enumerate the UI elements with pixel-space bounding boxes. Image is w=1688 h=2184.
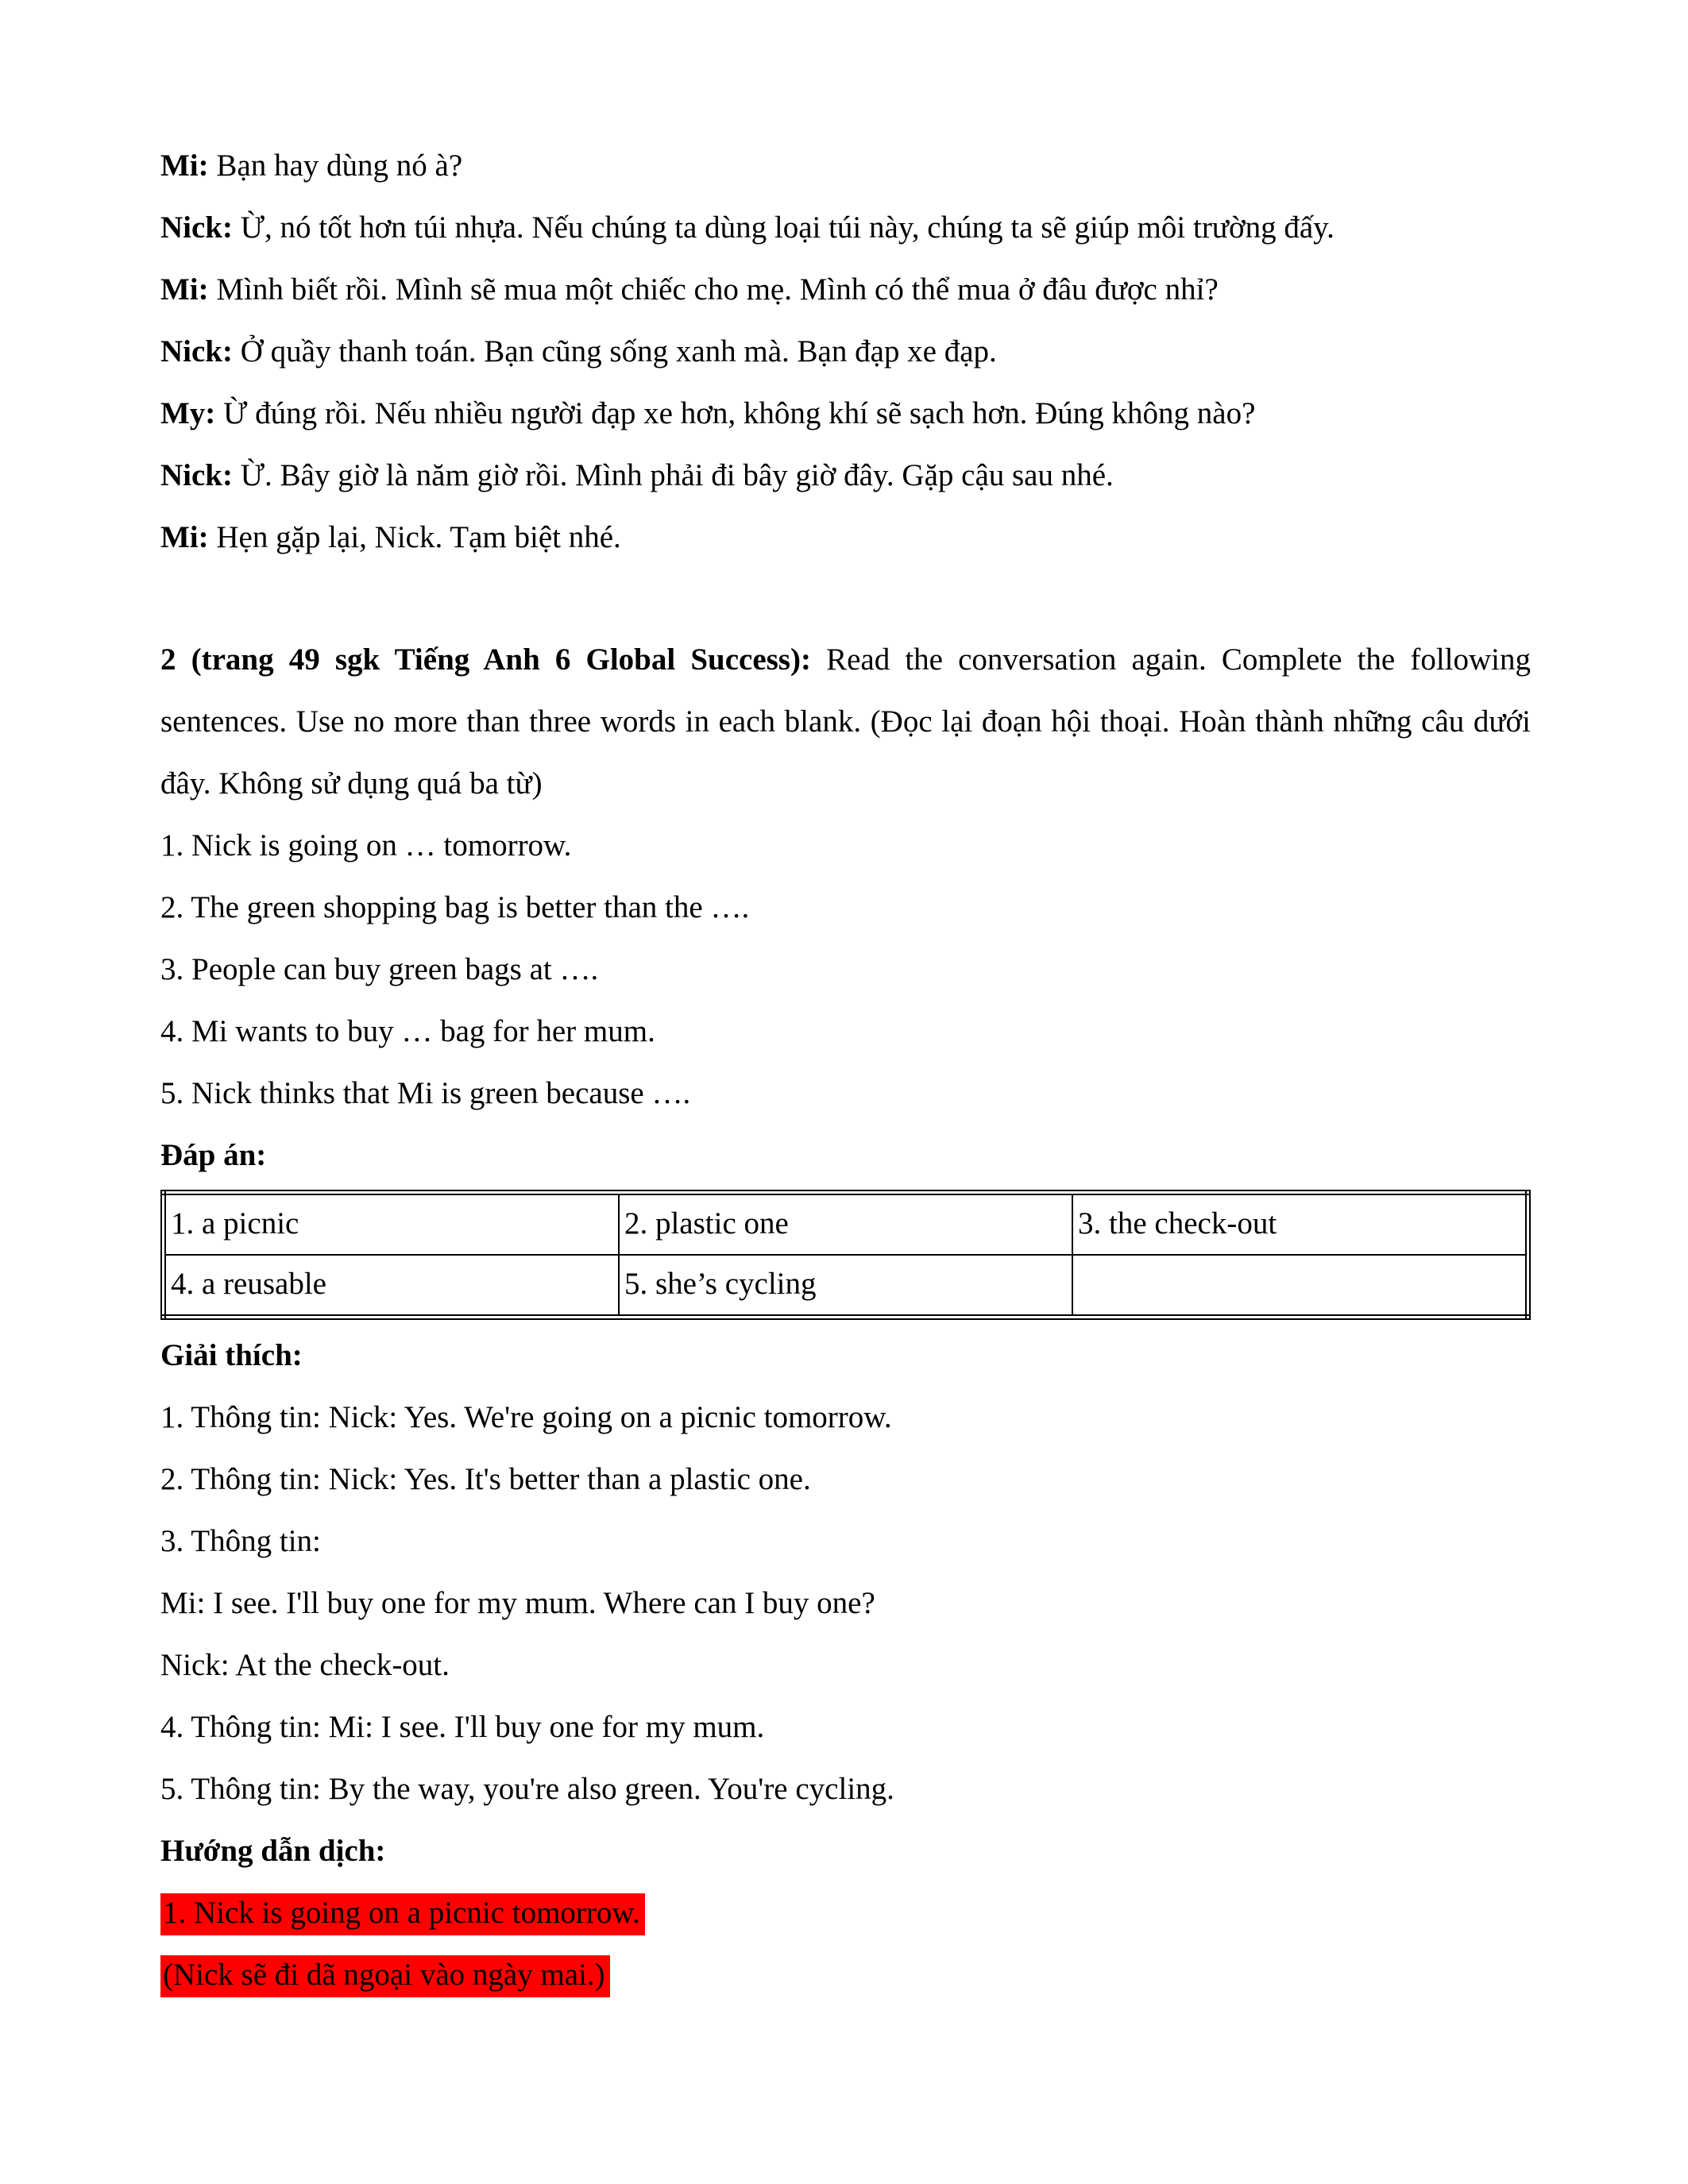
dialogue-section xyxy=(160,135,1531,569)
answers-section xyxy=(160,1125,1531,1320)
question-item: 3. People can buy green bags at …. xyxy=(160,952,599,986)
answer-cell: 3. the check-out xyxy=(1072,1193,1528,1256)
speaker-name: Nick: xyxy=(160,210,233,245)
question-item: 5. Nick thinks that Mi is green because …. xyxy=(160,1076,691,1110)
answer-cell xyxy=(1072,1255,1528,1318)
translation-section xyxy=(160,1820,1531,2006)
explanation-label: Giải thích: xyxy=(160,1338,303,1372)
table-row xyxy=(164,1255,1528,1318)
explanation-line: 2. Thông tin: Nick: Yes. It's better than a plastic one. xyxy=(160,1462,811,1496)
dialogue-text: Ừ đúng rồi. Nếu nhiều người đạp xe hơn, không khí sẽ sạch hơn. Đúng không nào? xyxy=(223,396,1256,430)
speaker-name: Mi: xyxy=(160,520,209,554)
dialogue-text: Bạn hay dùng nó à? xyxy=(216,149,463,183)
speaker-name: My: xyxy=(160,396,216,430)
question-item: 1. Nick is going on … tomorrow. xyxy=(160,828,572,862)
answer-cell: 1. a picnic xyxy=(164,1193,619,1256)
explanation-line: Mi: I see. I'll buy one for my mum. Where can I buy one? xyxy=(160,1586,875,1620)
dialogue-line xyxy=(160,197,1531,259)
dialogue-line xyxy=(160,135,1531,197)
explanation-line: Nick: At the check-out. xyxy=(160,1648,450,1682)
highlighted-translation-line xyxy=(160,1944,1531,2006)
dialogue-line xyxy=(160,259,1531,321)
highlight-mark: (Nick sẽ đi dã ngoại vào ngày mai.) xyxy=(160,1955,610,1997)
speaker-name: Nick: xyxy=(160,334,233,369)
exercise-heading-text: Read the conversation again. Complete the following sentences. Use no more than three words in each blank. (Đọc lại đoạn hội thoại. Hoàn thành những câu dưới đây. Không sử dụng quá ba từ) xyxy=(160,642,1531,801)
dialogue-line xyxy=(160,445,1531,507)
highlighted-translation-line xyxy=(160,1882,1531,1944)
explanation-line: 5. Thông tin: By the way, you're also green. You're cycling. xyxy=(160,1772,894,1806)
table-row xyxy=(164,1193,1528,1256)
explanation-line: 4. Thông tin: Mi: I see. I'll buy one for my mum. xyxy=(160,1710,765,1744)
answer-cell: 2. plastic one xyxy=(619,1193,1072,1256)
dialogue-text: Ừ. Bây giờ là năm giờ rồi. Mình phải đi bây giờ đây. Gặp cậu sau nhé. xyxy=(240,458,1114,492)
answers-table xyxy=(160,1190,1531,1320)
dialogue-text: Ở quầy thanh toán. Bạn cũng sống xanh mà. Bạn đạp xe đạp. xyxy=(240,334,997,369)
dialogue-text: Ừ, nó tốt hơn túi nhựa. Nếu chúng ta dùng loại túi này, chúng ta sẽ giúp môi trường đấy. xyxy=(240,210,1335,245)
dialogue-line xyxy=(160,383,1531,445)
explanation-section xyxy=(160,1325,1531,1820)
dialogue-text: Mình biết rồi. Mình sẽ mua một chiếc cho mẹ. Mình có thể mua ở đâu được nhỉ? xyxy=(216,272,1219,307)
answers-label: Đáp án: xyxy=(160,1138,267,1172)
translation-label: Hướng dẫn dịch: xyxy=(160,1834,386,1868)
highlight-mark: 1. Nick is going on a picnic tomorrow. xyxy=(160,1893,645,1935)
speaker-name: Mi: xyxy=(160,272,209,307)
dialogue-text: Hẹn gặp lại, Nick. Tạm biệt nhé. xyxy=(216,520,621,554)
dialogue-line xyxy=(160,507,1531,569)
explanation-line: 3. Thông tin: xyxy=(160,1524,321,1558)
question-item: 4. Mi wants to buy … bag for her mum. xyxy=(160,1014,655,1048)
question-item: 2. The green shopping bag is better than the …. xyxy=(160,890,750,924)
exercise-heading-label: 2 (trang 49 sgk Tiếng Anh 6 Global Success): xyxy=(160,642,811,677)
speaker-name: Nick: xyxy=(160,458,233,492)
speaker-name: Mi: xyxy=(160,149,209,183)
explanation-line: 1. Thông tin: Nick: Yes. We're going on a picnic tomorrow. xyxy=(160,1400,892,1434)
answer-cell: 5. she’s cycling xyxy=(619,1255,1072,1318)
exercise-heading xyxy=(160,629,1531,815)
answer-cell: 4. a reusable xyxy=(164,1255,619,1318)
exercise-section xyxy=(160,629,1531,1125)
dialogue-line xyxy=(160,321,1531,383)
